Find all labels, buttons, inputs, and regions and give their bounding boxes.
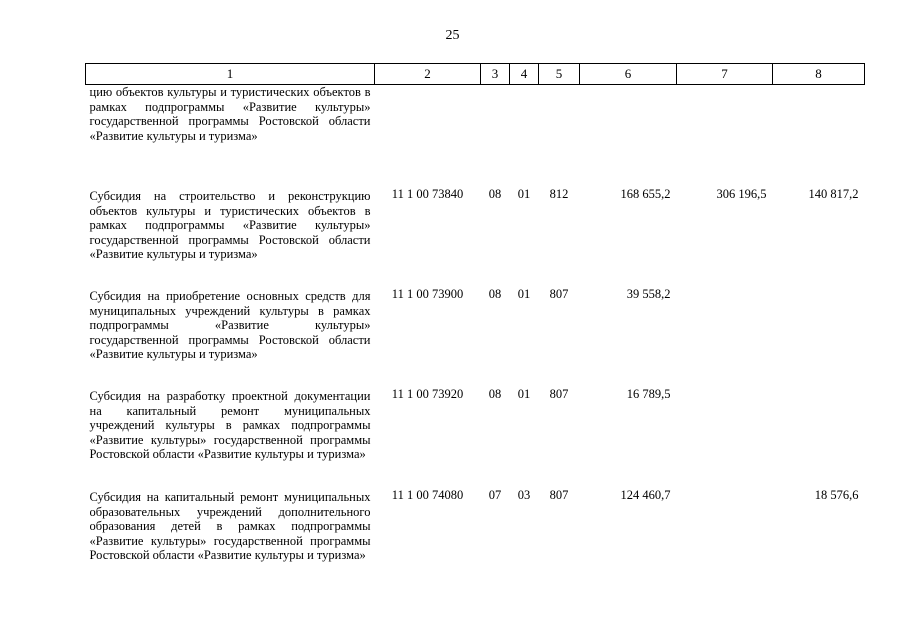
column-header: 4: [510, 64, 539, 85]
row-expense-type: 807: [549, 488, 569, 502]
row-description: цию объектов культуры и туристических объектов в рамках подпрограммы «Развитие культуры» государственной программы Ростовской области «Развитие культуры и туризма»: [89, 85, 371, 143]
row-description: Субсидия на капитальный ремонт муниципальных образовательных учреждений дополнительного образования детей в рамках подпрограммы «Развитие культуры» государственной программы Ростовской области «Развитие культуры и туризма»: [89, 490, 371, 563]
row-subsection: 01: [517, 387, 531, 401]
table-row: [86, 285, 865, 385]
row-subsection: [510, 85, 539, 186]
column-header: 1: [86, 64, 375, 85]
row-amount-col6: 168 655,2: [620, 187, 671, 201]
row-section: 07: [488, 488, 502, 502]
row-amount-col6: [580, 85, 677, 186]
page-number: 25: [445, 28, 460, 43]
row-section: 08: [488, 387, 502, 401]
row-amount-col8: 140 817,2: [808, 187, 859, 201]
row-code: 11 1 00 73920: [391, 387, 464, 401]
row-section: 08: [488, 187, 502, 201]
row-subsection: 03: [517, 488, 531, 502]
row-subsection: 01: [517, 287, 531, 301]
column-header: 5: [539, 64, 580, 85]
table-row: [86, 385, 865, 486]
table-row: [86, 85, 865, 186]
row-code: [375, 85, 481, 186]
row-amount-col7: 306 196,5: [716, 187, 767, 201]
row-amount-col7: [677, 85, 773, 186]
row-amount-col6: 124 460,7: [620, 488, 671, 502]
row-expense-type: 812: [549, 187, 569, 201]
column-header: 3: [481, 64, 510, 85]
row-subsection: 01: [517, 187, 531, 201]
row-description: Субсидия на приобретение основных средств для муниципальных учреждений культуры в рамках подпрограммы «Развитие культуры» государственной программы Ростовской области «Развитие культуры и туризма»: [89, 289, 371, 362]
row-section: [481, 85, 510, 186]
row-code: 11 1 00 73840: [391, 187, 464, 201]
row-amount-col8: [773, 385, 865, 486]
header-row: [86, 64, 865, 85]
table-header: [86, 64, 865, 85]
column-header: 8: [773, 64, 865, 85]
row-section: 08: [488, 287, 502, 301]
row-amount-col7: [677, 385, 773, 486]
row-description: Субсидия на строительство и реконструкцию объектов культуры и туристических объектов в рамках подпрограммы «Развитие культуры» государственной программы Ростовской области «Развитие культуры и туризма»: [89, 189, 371, 262]
row-amount-col8: [773, 285, 865, 385]
row-expense-type: 807: [549, 287, 569, 301]
column-header: 7: [677, 64, 773, 85]
row-description: Субсидия на разработку проектной документации на капитальный ремонт муниципальных учреждений культуры в рамках подпрограммы «Развитие культуры» государственной программы Ростовской области «Развитие культуры и туризма»: [89, 389, 371, 462]
row-expense-type: 807: [549, 387, 569, 401]
row-expense-type: [539, 85, 580, 186]
row-amount-col7: [677, 285, 773, 385]
column-header: 2: [375, 64, 481, 85]
row-amount-col8: [773, 85, 865, 186]
table-row: [86, 185, 865, 285]
budget-table: [85, 63, 865, 604]
row-amount-col6: 16 789,5: [626, 387, 671, 401]
row-code: 11 1 00 73900: [391, 287, 464, 301]
row-amount-col8: 18 576,6: [814, 488, 859, 502]
row-amount-col7: [677, 486, 773, 604]
table-row: [86, 486, 865, 604]
column-header: 6: [580, 64, 677, 85]
row-code: 11 1 00 74080: [391, 488, 464, 502]
row-amount-col6: 39 558,2: [626, 287, 671, 301]
